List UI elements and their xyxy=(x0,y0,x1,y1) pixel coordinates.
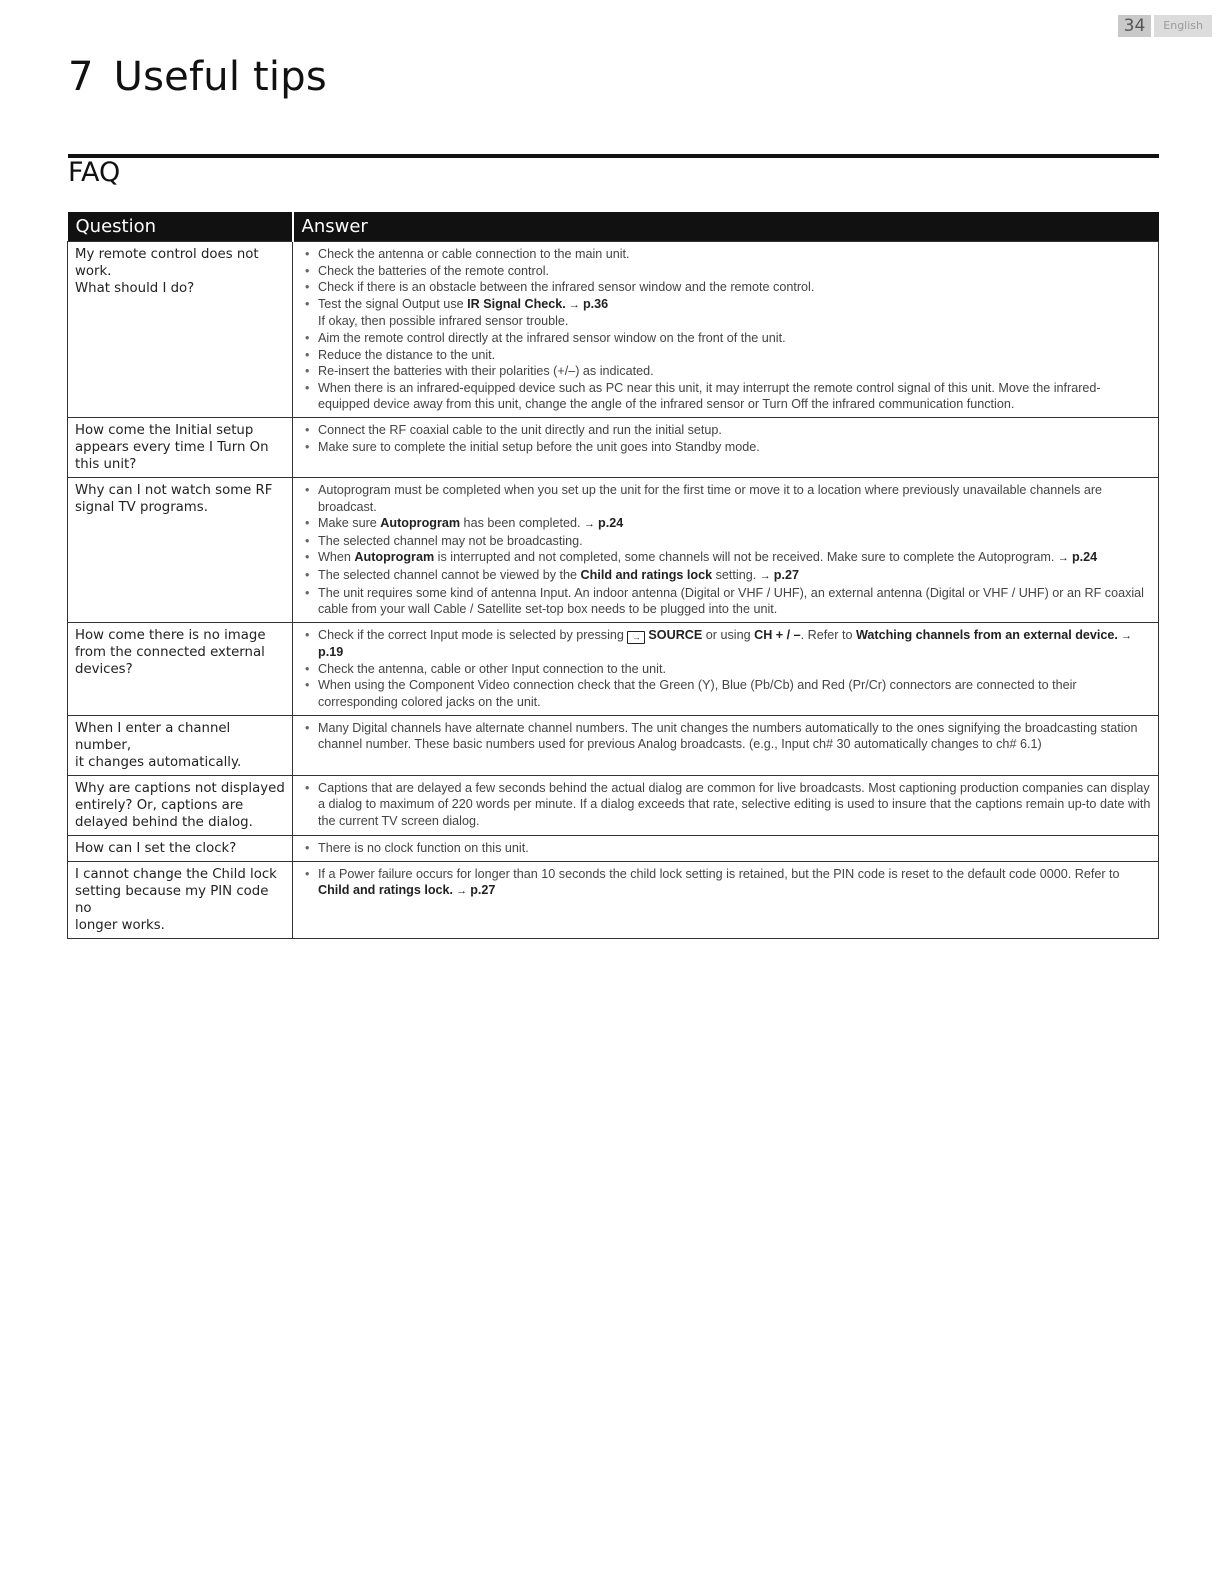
answer-item xyxy=(300,866,1151,900)
faq-row xyxy=(68,417,1159,477)
answer-list xyxy=(300,780,1151,830)
faq-table xyxy=(67,212,1159,939)
faq-row xyxy=(68,715,1159,775)
answer-emphasis: Autoprogram xyxy=(380,516,461,531)
faq-question: How can I set the clock? xyxy=(68,835,293,861)
answer-text: Captions that are delayed a few seconds behind the actual dialog are common for live broadcasts. Most captioning production companies can display a dialog to maximum of 220 words per minute. If a dialog exceeds that rate, selective editing is used to insure that the captions remain up-to date with the current TV screen dialog. xyxy=(318,780,1151,828)
answer-item xyxy=(300,422,1151,439)
answer-text: Connect the RF coaxial cable to the unit directly and run the initial setup. xyxy=(318,422,722,437)
page-badge xyxy=(1118,15,1212,37)
answer-text: Check if there is an obstacle between the infrared sensor window and the remote control. xyxy=(318,280,815,295)
page-ref-arrow-icon: → xyxy=(1057,552,1072,565)
answer-item xyxy=(300,720,1151,753)
question-column-header: Question xyxy=(68,212,293,242)
answer-text: Many Digital channels have alternate channel numbers. The unit changes the numbers automatically to the ones signifying the broadcasting station channel number. These basic numbers used for previous Analog broadcasts. (e.g., Input ch# 30 automatically changes to ch# 6.1) xyxy=(318,720,1138,752)
answer-text: Make sure xyxy=(318,516,381,531)
page-ref-arrow-icon: → xyxy=(759,569,774,582)
faq-row xyxy=(68,477,1159,622)
answer-text: When there is an infrared-equipped device such as PC near this unit, it may interrupt the remote control signal of this unit. Move the infrared-equipped device away from this unit, change the angle of the infrared sensor or Turn Off the infrared communication function. xyxy=(318,380,1101,412)
answer-list xyxy=(300,246,1151,413)
answer-item xyxy=(300,840,1151,857)
answer-item xyxy=(300,263,1151,280)
answer-item xyxy=(300,363,1151,380)
answer-emphasis: p.27 xyxy=(773,567,799,582)
answer-item xyxy=(300,330,1151,347)
answer-emphasis: p.27 xyxy=(470,883,496,898)
answer-text: When using the Component Video connection check that the Green (Y), Blue (Pb/Cb) and Red (Pr/Cr) connectors are connected to their corresponding colored jacks on the unit. xyxy=(318,678,1077,710)
answer-item xyxy=(300,585,1151,618)
answer-emphasis: Autoprogram xyxy=(354,550,435,565)
answer-list xyxy=(300,720,1151,753)
faq-question: When I enter a channel number, it changes automatically. xyxy=(68,715,293,775)
faq-answer xyxy=(293,242,1159,418)
answer-column-header: Answer xyxy=(293,212,1159,242)
faq-answer xyxy=(293,715,1159,775)
faq-answer xyxy=(293,861,1159,938)
answer-text: The selected channel may not be broadcasting. xyxy=(318,533,583,548)
answer-text: has been completed. xyxy=(460,516,584,531)
answer-item xyxy=(300,515,1151,533)
answer-text: Check the batteries of the remote control. xyxy=(318,263,550,278)
faq-row xyxy=(68,622,1159,715)
answer-text: The selected channel cannot be viewed by the xyxy=(318,567,581,582)
answer-emphasis: Child and ratings lock. xyxy=(318,883,454,898)
answer-item xyxy=(300,279,1151,296)
answer-text: Autoprogram must be completed when you set up the unit for the first time or move it to a location where previously unavailable channels are broadcast. xyxy=(318,482,1103,514)
answer-item xyxy=(300,380,1151,413)
faq-row xyxy=(68,835,1159,861)
answer-emphasis: SOURCE xyxy=(648,627,703,642)
page-ref-arrow-icon: → xyxy=(583,518,599,531)
faq-row xyxy=(68,242,1159,418)
faq-question: Why can I not watch some RF signal TV programs. xyxy=(68,477,293,622)
answer-emphasis: p.19 xyxy=(318,645,344,660)
answer-text: The unit requires some kind of antenna Input. An indoor antenna (Digital or VHF / UHF), an external antenna (Digital or VHF / UHF) or an RF coaxial cable from your wall Cable / Satellite set-top box needs to be plugged into the unit. xyxy=(318,585,1144,617)
answer-text: If okay, then possible infrared sensor trouble. xyxy=(318,314,569,329)
faq-answer xyxy=(293,835,1159,861)
answer-item xyxy=(300,482,1151,515)
faq-question: Why are captions not displayed entirely? Or, captions are delayed behind the dialog. xyxy=(68,775,293,835)
answer-text: Aim the remote control directly at the infrared sensor window on the front of the unit. xyxy=(318,330,786,345)
answer-text: Check if the correct Input mode is selected by pressing xyxy=(318,627,628,642)
answer-item xyxy=(300,246,1151,263)
answer-emphasis: CH + / – xyxy=(754,627,801,642)
answer-item xyxy=(300,296,1151,330)
page-ref-arrow-icon: → xyxy=(565,298,583,311)
answer-emphasis: Watching channels from an external device. xyxy=(855,627,1118,642)
faq-answer xyxy=(293,477,1159,622)
faq-answer xyxy=(293,417,1159,477)
answer-emphasis: p.36 xyxy=(582,296,609,311)
chapter-number: 7 xyxy=(68,54,94,100)
section-title: FAQ xyxy=(68,157,121,188)
answer-emphasis: p.24 xyxy=(598,516,624,531)
faq-question: I cannot change the Child lock setting because my PIN code no longer works. xyxy=(68,861,293,938)
answer-text: When xyxy=(318,550,355,565)
page-ref-arrow-icon: → xyxy=(453,885,471,898)
answer-text: Check the antenna or cable connection to the main unit. xyxy=(318,247,630,261)
answer-text: Re-insert the batteries with their polarities (+/–) as indicated. xyxy=(318,364,654,379)
answer-list xyxy=(300,422,1151,455)
answer-text: Check the antenna, cable or other Input connection to the unit. xyxy=(318,661,666,676)
answer-list xyxy=(300,627,1151,711)
answer-text: Test the signal Output use xyxy=(318,296,468,311)
answer-list xyxy=(300,482,1151,618)
answer-list xyxy=(300,840,1151,857)
faq-question: How come there is no image from the connected external devices? xyxy=(68,622,293,715)
faq-header-row xyxy=(68,212,1159,242)
faq-answer xyxy=(293,622,1159,715)
answer-item xyxy=(300,780,1151,830)
answer-emphasis: Child and ratings lock xyxy=(580,567,713,582)
answer-emphasis: IR Signal Check. xyxy=(467,296,566,311)
answer-item xyxy=(300,439,1151,456)
page-language: English xyxy=(1154,15,1212,37)
answer-text: is interrupted and not completed, some channels will not be received. Make sure to complete the Autoprogram. xyxy=(434,550,1058,565)
page-ref-arrow-icon: → xyxy=(1117,629,1132,642)
answer-emphasis: p.24 xyxy=(1071,550,1098,565)
answer-item xyxy=(300,533,1151,550)
faq-row xyxy=(68,775,1159,835)
answer-list xyxy=(300,866,1151,900)
answer-item xyxy=(300,677,1151,710)
answer-text: There is no clock function on this unit. xyxy=(318,840,529,855)
faq-question: How come the Initial setup appears every time I Turn On this unit? xyxy=(68,417,293,477)
answer-text: setting. xyxy=(712,567,760,582)
answer-text: Make sure to complete the initial setup before the unit goes into Standby mode. xyxy=(318,439,760,454)
answer-item xyxy=(300,347,1151,364)
faq-row xyxy=(68,861,1159,938)
answer-item xyxy=(300,567,1151,585)
faq-question: My remote control does not work. What should I do? xyxy=(68,242,293,418)
section-divider xyxy=(68,154,1159,158)
faq-body xyxy=(68,242,1159,939)
faq-answer xyxy=(293,775,1159,835)
answer-text: Reduce the distance to the unit. xyxy=(318,347,496,362)
chapter-title xyxy=(68,54,327,100)
chapter-title-text: Useful tips xyxy=(113,54,327,100)
source-input-icon: → xyxy=(627,631,645,644)
answer-item xyxy=(300,627,1151,661)
page-number: 34 xyxy=(1118,15,1152,37)
answer-item xyxy=(300,661,1151,678)
answer-text: If a Power failure occurs for longer than 10 seconds the child lock setting is retained, but the PIN code is reset to the default code 0000. Refer to xyxy=(318,866,1120,881)
answer-item xyxy=(300,549,1151,567)
answer-text: . Refer to xyxy=(800,627,856,642)
answer-text: or using xyxy=(702,627,755,642)
